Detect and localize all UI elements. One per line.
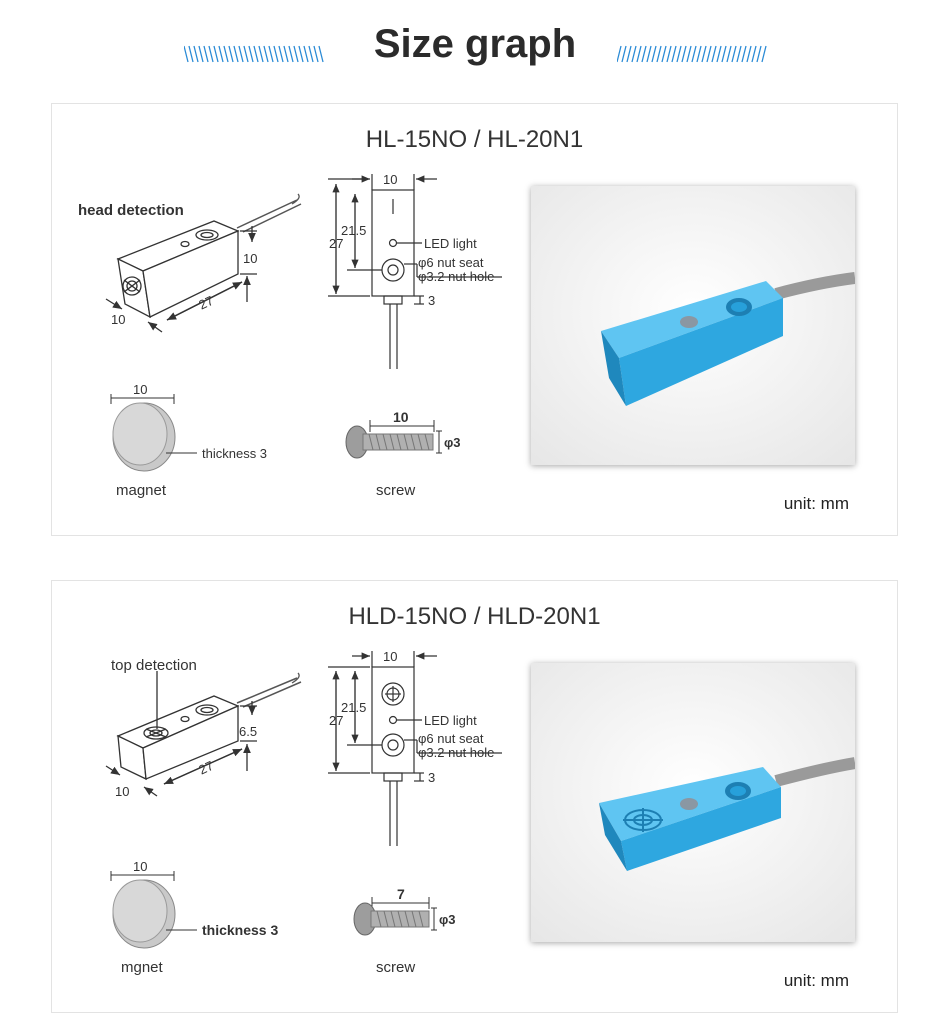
panel-hld-15no (51, 580, 898, 1013)
magnet-thickness-label: thickness 3 (202, 922, 279, 938)
dimension-drawing (52, 581, 522, 1011)
screw-diameter-label: φ3 (444, 435, 461, 450)
dim-width-label: 10 (115, 784, 130, 799)
magnet-caption: mgnet (121, 959, 163, 976)
front-length-label: 27 (329, 713, 344, 728)
gap-label: 3 (428, 293, 436, 308)
sensor-photo (531, 663, 855, 942)
sensor-photo (531, 186, 855, 465)
led-light-label: LED light (424, 236, 477, 251)
magnet-drawing (111, 394, 197, 471)
dim-length-label: 27 (196, 292, 216, 313)
nut-hole-label: φ3.2 nut hole (418, 745, 495, 760)
dim-height-label: 10 (243, 251, 258, 266)
screw-caption: screw (376, 959, 416, 976)
screw-drawing (346, 420, 442, 458)
magnet-thickness-label: thickness 3 (202, 446, 268, 461)
nut-seat-label: φ6 nut seat (418, 255, 484, 270)
front-led-offset-label: 21.5 (341, 223, 367, 238)
dimension-drawing (52, 104, 522, 534)
magnet-diameter-label: 10 (133, 859, 148, 874)
right-hatch-decoration (617, 44, 767, 64)
front-width-label: 10 (383, 649, 398, 664)
page-title: Size graph (373, 22, 577, 66)
left-hatch-decoration (184, 44, 324, 64)
panel-title: HL-15NO / HL-20N1 (365, 126, 584, 153)
unit-label: unit: mm (783, 494, 849, 513)
dim-length-label: 27 (196, 757, 216, 778)
panel-hl-15no (51, 103, 898, 536)
screw-length-label: 10 (393, 409, 409, 425)
screw-caption: screw (376, 482, 416, 499)
nut-hole-label: φ3.2 nut hole (418, 269, 495, 284)
magnet-drawing (111, 871, 197, 948)
screw-drawing (354, 897, 437, 935)
sensor-isometric-view (106, 671, 301, 796)
screw-diameter-label: φ3 (439, 912, 456, 927)
nut-seat-label: φ6 nut seat (418, 731, 484, 746)
panel-title: HLD-15NO / HLD-20N1 (348, 603, 601, 630)
dim-width-label: 10 (111, 312, 126, 327)
screw-length-label: 7 (397, 886, 405, 902)
detection-label: head detection (78, 202, 184, 219)
front-width-label: 10 (383, 172, 398, 187)
gap-label: 3 (428, 770, 436, 785)
magnet-diameter-label: 10 (133, 382, 148, 397)
front-led-offset-label: 21.5 (341, 700, 367, 715)
detection-label: top detection (111, 657, 197, 674)
dim-height-label: 6.5 (239, 724, 258, 739)
unit-label: unit: mm (783, 971, 849, 990)
front-length-label: 27 (329, 236, 344, 251)
led-light-label: LED light (424, 713, 477, 728)
magnet-caption: magnet (116, 482, 167, 499)
